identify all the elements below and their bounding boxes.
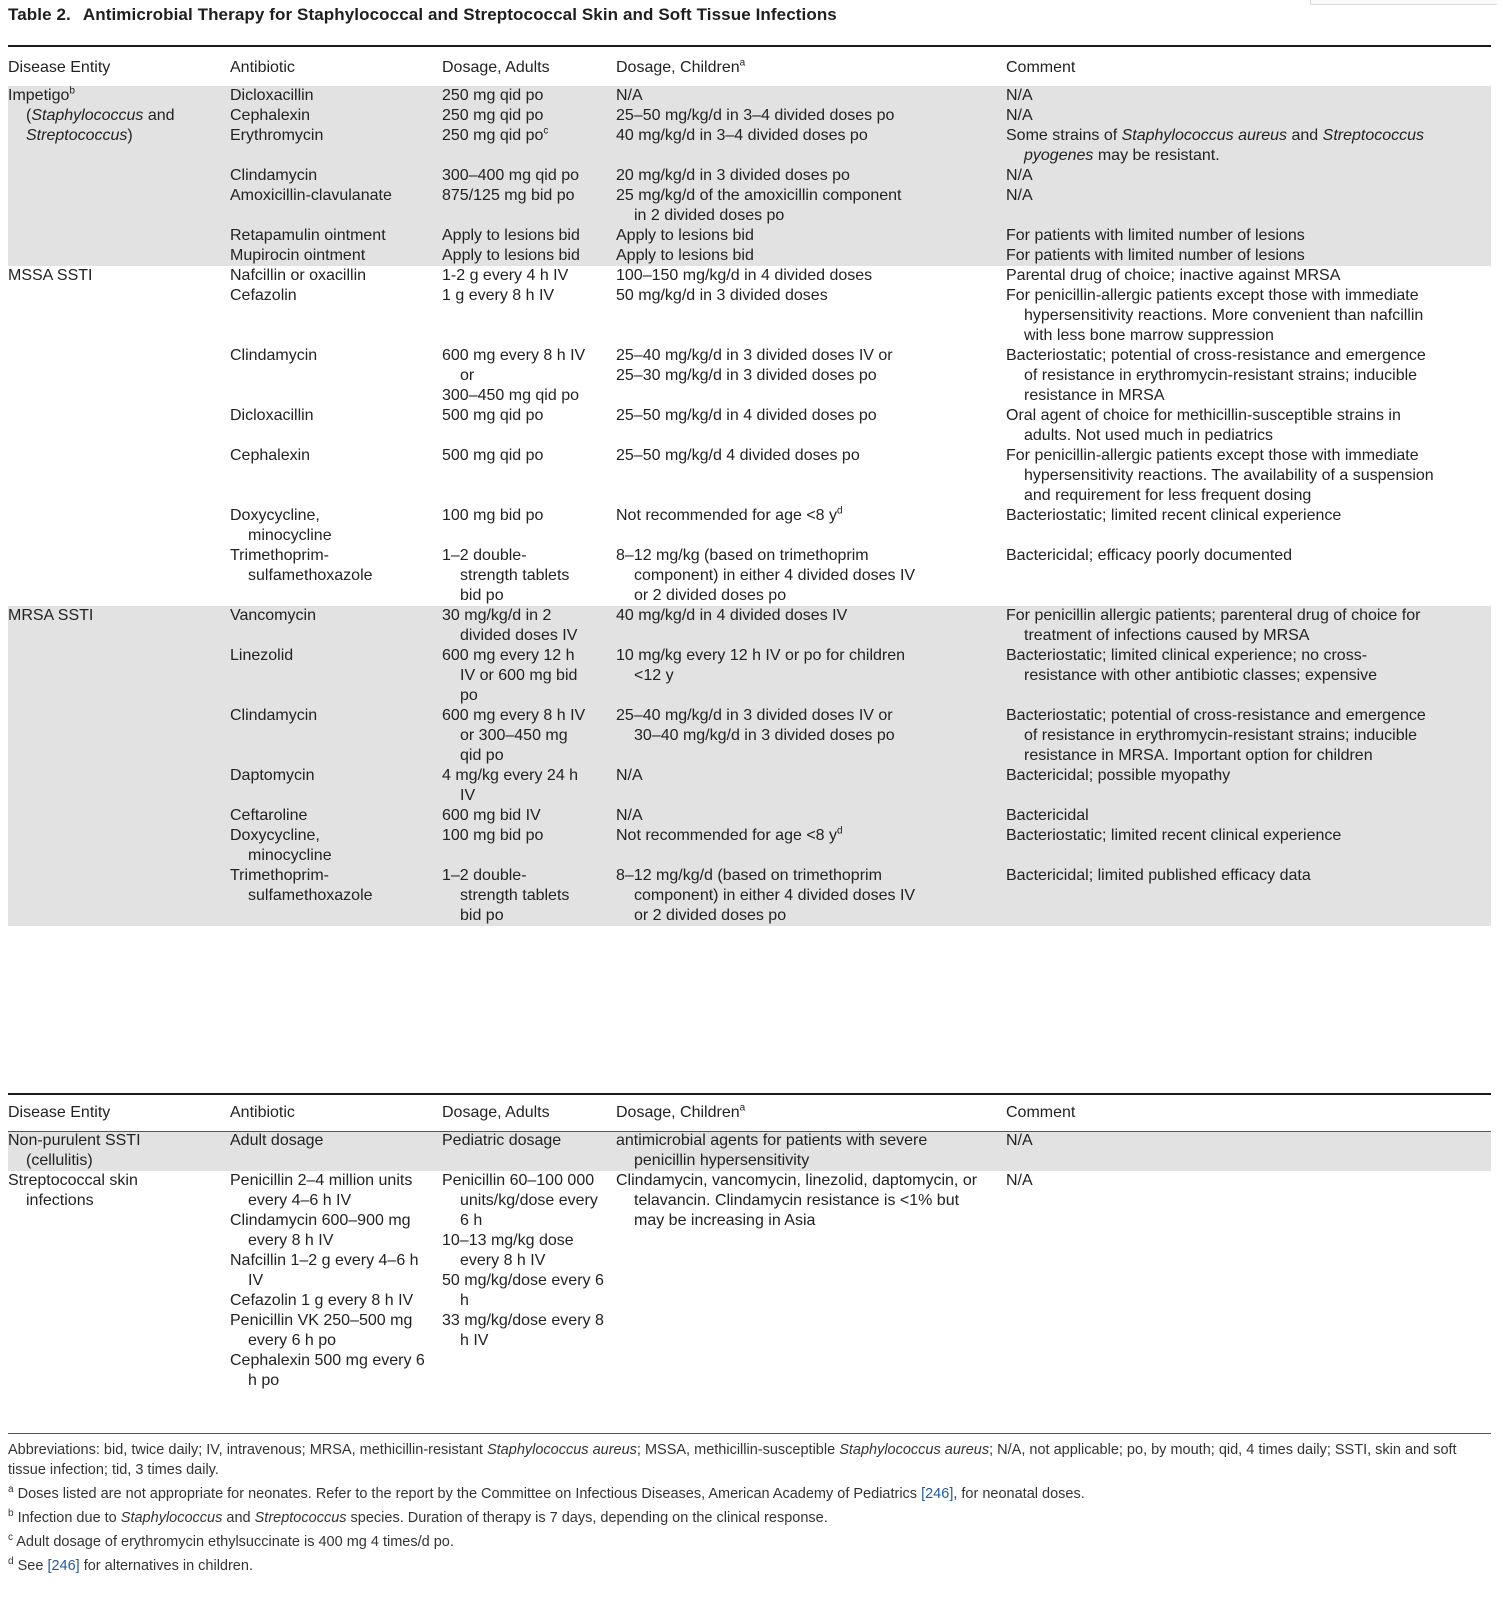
adult-dose-cell: 600 mg every 12 h IV or 600 mg bid po [442, 646, 616, 706]
adult-dose-cell: 500 mg qid po [442, 447, 544, 464]
disease-cell-strep: Streptococcal skin infections [8, 1172, 138, 1209]
comment-cell: Bacteriostatic; potential of cross-resistance and emergence of resistance in erythromycin-resistant strains; inducible resistance in MRSA. Important option for children [1006, 706, 1491, 766]
comment-cell: Bactericidal; possible myopathy [1006, 766, 1491, 806]
table-row [8, 806, 1491, 826]
child-dose-cell: 40 mg/kg/d in 3–4 divided doses po [616, 126, 1006, 166]
antibiotic-cell: Doxycycline, minocycline [230, 826, 442, 866]
table-row [8, 446, 1491, 506]
antibiotic-cell: Mupirocin ointment [230, 246, 442, 266]
adult-dose-cell: Apply to lesions bid [442, 226, 616, 246]
disease-cell-nonpurulent: Non-purulent SSTI (cellulitis) [8, 1131, 230, 1171]
table-row [8, 706, 1491, 766]
adult-dose-cell: 875/125 mg bid po [442, 186, 616, 226]
comment-cell: Some strains of Staphylococcus aureus and Streptococcus pyogenes may be resistant. [1006, 126, 1491, 166]
child-dose-cell: Apply to lesions bid [616, 226, 1006, 246]
antibiotic-cell: Cephalexin [230, 447, 311, 464]
top-rule [8, 45, 1491, 47]
header-rule [8, 1131, 1491, 1132]
child-dose-cell: 25–50 mg/kg/d 4 divided doses po [616, 447, 860, 464]
adult-dose-cell: Apply to lesions bid [442, 246, 616, 266]
child-dose-cell: 20 mg/kg/d in 3 divided doses po [616, 166, 1006, 186]
reference-link[interactable]: [246] [921, 1486, 954, 1502]
table-number: Table 2. [8, 5, 71, 24]
disease-cell-mssa: MSSA SSTI [8, 267, 93, 284]
footnote-d: $^d$ See [246] for alternatives in children. [8, 1556, 253, 1574]
antibiotic-cell [230, 1171, 442, 1391]
antibiotic-cell: Vancomycin [230, 606, 442, 646]
antibiotic-cell: Adult dosage [230, 1131, 442, 1171]
table-row [8, 646, 1491, 706]
child-dose-cell: Not recommended for age <8 $y^d$ [616, 505, 843, 524]
adult-dose-cell: 600 mg every 8 h IV or 300–450 mg qid po [442, 706, 616, 766]
comment-cell: For penicillin-allergic patients except those with immediate hypersensitivity reactions. The availability of a suspension and requirement for less frequent dosing [1006, 447, 1434, 504]
table-row [8, 166, 1491, 186]
comment-cell: Bactericidal; limited published efficacy data [1006, 866, 1491, 926]
adult-dose-cell [442, 1171, 616, 1391]
table-row [8, 1171, 1491, 1391]
antibiotic-cell: Trimethoprim- sulfamethoxazole [230, 866, 442, 926]
child-dose-cell: N/A [616, 86, 1006, 106]
therapy-table-main [8, 58, 1491, 926]
table-row [8, 226, 1491, 246]
footnote-c: $^c$ Adult dosage of erythromycin ethylsuccinate is 400 mg 4 times/d po. [8, 1532, 454, 1550]
antibiotic-cell: Dicloxacillin [230, 86, 442, 106]
header-children: Dosage, Children$^a$ [616, 1102, 746, 1121]
adult-dose-cell: 1-2 g every 4 h IV [442, 267, 569, 284]
child-dose-cell: Apply to lesions bid [616, 246, 1006, 266]
adult-dose-cell: 1–2 double- strength tablets bid po [442, 547, 570, 604]
child-dose-cell: 25–50 mg/kg/d in 3–4 divided doses po [616, 106, 1006, 126]
child-dose-cell: N/A [616, 806, 1006, 826]
comment-cell: N/A [1006, 86, 1491, 106]
adult-dose-cell: Pediatric dosage [442, 1131, 616, 1171]
table-row [8, 606, 1491, 646]
header-comment: Comment [1006, 1104, 1076, 1121]
antibiotic-cell: Erythromycin [230, 126, 442, 166]
antibiotic-cell: Cefazolin [230, 287, 297, 304]
comment-cell: N/A [1006, 1131, 1491, 1171]
comment-cell: Bacteriostatic; limited clinical experience; no cross- resistance with other antibiotic classes; expensive [1006, 646, 1491, 706]
footnote-b: $^b$ Infection due to Staphylococcus and Streptococcus species. Duration of therapy is 7 days, depending on the clinical response. [8, 1508, 828, 1526]
child-dose-cell: Not recommended for age <8 $y^d$ [616, 826, 1006, 866]
table-row [8, 546, 1491, 606]
header-row [8, 58, 1491, 86]
header-comment: Comment [1006, 59, 1076, 76]
table-caption: Antimicrobial Therapy for Staphylococcal and Streptococcal Skin and Soft Tissue Infections [82, 5, 837, 24]
adult-dose-cell: 250 mg qid po [442, 86, 616, 106]
table-row [8, 866, 1491, 926]
list-item: 50 mg/kg/dose every 6 h [442, 1272, 604, 1309]
abbreviations-note: Abbreviations: bid, twice daily; IV, intravenous; MRSA, methicillin-resistant Staphylococcus aureus; MSSA, methicillin-susceptible Staphylococcus aureus; N/A, not applicable; po, by mouth; qid, 4 times daily; SSTI, skin and soft tissue infection; tid, 3 times daily. [8, 1442, 1457, 1478]
comment-cell: N/A [1006, 106, 1491, 126]
table-row [8, 246, 1491, 266]
footnote-a: $^a$ Doses listed are not appropriate for neonates. Refer to the report by the Committee on Infectious Diseases, American Academy of Pediatrics [246], for neonatal doses. [8, 1484, 1085, 1502]
table-row [8, 126, 1491, 166]
table-row [8, 406, 1491, 446]
comment-cell: For penicillin allergic patients; parenteral drug of choice for treatment of infections caused by MRSA [1006, 606, 1491, 646]
adult-dose-cell: 600 mg bid IV [442, 806, 616, 826]
bottom-rule [8, 1433, 1491, 1434]
list-item: 10–13 mg/kg dose every 8 h IV [442, 1232, 574, 1269]
table-title [8, 5, 1488, 29]
adult-dose-cell: 1 g every 8 h IV [442, 287, 555, 304]
adult-dose-cell: 1–2 double- strength tablets bid po [442, 866, 616, 926]
list-item: Nafcillin 1–2 g every 4–6 h IV [230, 1252, 419, 1289]
comment-cell: For penicillin-allergic patients except those with immediate hypersensitivity reactions. More convenient than nafcillin with less bone marrow suppression [1006, 287, 1424, 344]
child-dose-cell: Clindamycin, vancomycin, linezolid, daptomycin, or telavancin. Clindamycin resistance is <1% but may be increasing in Asia [616, 1172, 978, 1229]
table-row [8, 106, 1491, 126]
comment-cell: Bactericidal [1006, 806, 1491, 826]
child-dose-cell: 100–150 mg/kg/d in 4 divided doses [616, 267, 873, 284]
table-row [8, 186, 1491, 226]
table-row [8, 506, 1491, 546]
antibiotic-cell: Clindamycin [230, 706, 442, 766]
comment-cell: N/A [1006, 166, 1491, 186]
comment-cell: N/A [1006, 1172, 1033, 1189]
comment-cell: N/A [1006, 186, 1491, 226]
list-item: Cephalexin 500 mg every 6 h po [230, 1352, 425, 1389]
header-antibiotic: Antibiotic [230, 1104, 295, 1121]
child-dose-cell: 25–40 mg/kg/d in 3 divided doses IV or 25–30 mg/kg/d in 3 divided doses po [616, 347, 893, 384]
adult-dose-cell: 30 mg/kg/d in 2 divided doses IV [442, 606, 616, 646]
table-row [8, 286, 1491, 346]
list-item: Clindamycin 600–900 mg every 8 h IV [230, 1212, 411, 1249]
adult-dose-cell: 250 mg qid $po^c$ [442, 126, 616, 166]
header-adults: Dosage, Adults [442, 59, 550, 76]
comment-cell: Bacteriostatic; potential of cross-resistance and emergence of resistance in erythromycin-resistant strains; inducible resistance in MRSA [1006, 347, 1426, 404]
adult-dose-cell: 100 mg bid po [442, 826, 616, 866]
antibiotic-cell: Ceftaroline [230, 806, 442, 826]
comment-cell: Parental drug of choice; inactive against MRSA [1006, 267, 1341, 284]
child-dose-cell: 10 mg/kg every 12 h IV or po for children <12 y [616, 646, 1006, 706]
disease-cell-mrsa: MRSA SSTI [8, 606, 230, 926]
comment-cell: For patients with limited number of lesions [1006, 226, 1491, 246]
comment-cell: For patients with limited number of lesions [1006, 246, 1491, 266]
adult-dose-cell: 600 mg every 8 h IV or 300–450 mg qid po [442, 347, 586, 404]
table-row [8, 346, 1491, 406]
antibiotic-cell: Linezolid [230, 646, 442, 706]
antibiotic-cell: Clindamycin [230, 347, 318, 364]
comment-cell: Bacteriostatic; limited recent clinical experience [1006, 507, 1342, 524]
child-dose-cell: N/A [616, 766, 1006, 806]
antibiotic-cell: Clindamycin [230, 166, 442, 186]
adult-dose-cell: 4 mg/kg every 24 h IV [442, 766, 616, 806]
table-row [8, 826, 1491, 866]
header-children: Dosage, Children$^a$ [616, 57, 746, 76]
list-item: Cefazolin 1 g every 8 h IV [230, 1292, 414, 1309]
list-item: Penicillin VK 250–500 mg every 6 h po [230, 1312, 413, 1349]
header-antibiotic: Antibiotic [230, 59, 295, 76]
adult-dose-cell: 250 mg qid po [442, 106, 616, 126]
table-row [8, 1131, 1491, 1171]
adult-dose-cell: 100 mg bid po [442, 507, 544, 524]
table-row [8, 266, 1491, 286]
table-row [8, 766, 1491, 806]
header-disease: Disease Entity [8, 59, 111, 76]
reference-link[interactable]: [246] [47, 1558, 80, 1574]
child-dose-cell: 8–12 mg/kg (based on trimethoprim component) in either 4 divided doses IV or 2 divided doses po [616, 547, 916, 604]
footnotes [8, 1440, 1491, 1580]
child-dose-cell: 50 mg/kg/d in 3 divided doses [616, 287, 828, 304]
table-row [8, 86, 1491, 106]
antibiotic-cell: Trimethoprim- sulfamethoxazole [230, 547, 373, 584]
antibiotic-cell: Retapamulin ointment [230, 226, 442, 246]
antibiotic-cell: Nafcillin or oxacillin [230, 267, 367, 284]
comment-cell: Oral agent of choice for methicillin-susceptible strains in adults. Not used much in pediatrics [1006, 407, 1401, 444]
header-adults: Dosage, Adults [442, 1104, 550, 1121]
child-dose-cell: 25–40 mg/kg/d in 3 divided doses IV or 30–40 mg/kg/d in 3 divided doses po [616, 706, 1006, 766]
antibiotic-cell: Amoxicillin-clavulanate [230, 186, 442, 226]
antibiotic-cell: Doxycycline, minocycline [230, 507, 332, 544]
child-dose-cell: 25–50 mg/kg/d in 4 divided doses po [616, 407, 877, 424]
child-dose-cell: antimicrobial agents for patients with severe penicillin hypersensitivity [616, 1131, 1006, 1171]
list-item: Penicillin 60–100 000 units/kg/dose every 6 h [442, 1172, 598, 1229]
antibiotic-cell: Daptomycin [230, 766, 442, 806]
antibiotic-cell: Dicloxacillin [230, 407, 314, 424]
list-item: Penicillin 2–4 million units every 4–6 h IV [230, 1172, 413, 1209]
antibiotic-cell: Cephalexin [230, 106, 442, 126]
child-dose-cell: 8–12 mg/kg/d (based on trimethoprim component) in either 4 divided doses IV or 2 divided doses po [616, 866, 1006, 926]
comment-cell: Bactericidal; efficacy poorly documented [1006, 547, 1293, 564]
adult-dose-cell: 300–400 mg qid po [442, 166, 616, 186]
header-disease: Disease Entity [8, 1104, 111, 1121]
comment-cell: Bacteriostatic; limited recent clinical experience [1006, 826, 1491, 866]
section-rule [8, 1093, 1491, 1095]
disease-cell-impetigo: Impetigo$^b$ (Staphylococcus and Streptococcus) [8, 86, 230, 266]
list-item: 33 mg/kg/dose every 8 h IV [442, 1312, 604, 1349]
therapy-table-strep [8, 1103, 1491, 1391]
child-dose-cell: 25 mg/kg/d of the amoxicillin component in 2 divided doses po [616, 186, 1006, 226]
child-dose-cell: 40 mg/kg/d in 4 divided doses IV [616, 606, 1006, 646]
adult-dose-cell: 500 mg qid po [442, 407, 544, 424]
header-row [8, 1103, 1491, 1131]
